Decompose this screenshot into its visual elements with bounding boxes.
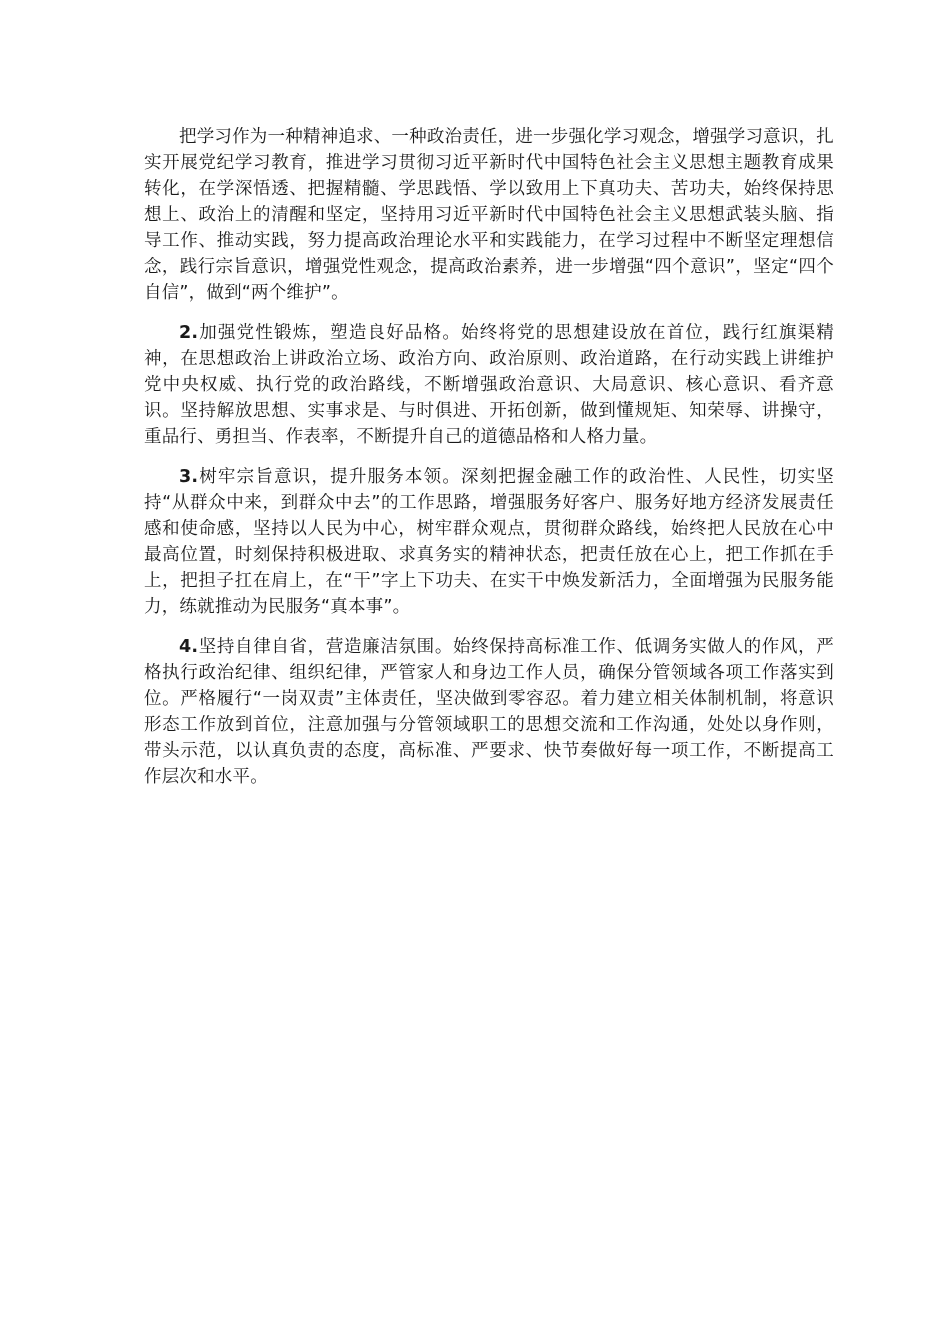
paragraph-3 [144,464,834,620]
paragraph-2 [144,320,834,450]
paragraph-number: 2. [179,323,199,343]
paragraph-number: 3. [179,467,199,487]
paragraph-text: 把学习作为一种精神追求、一种政治责任，进一步强化学习观念，增强学习意识，扎实开展党纪学习教育，推进学习贯彻习近平新时代中国特色社会主义思想主题教育成果转化，在学深悟透、把握精髓、学思践悟、学以致用上下真功夫、苦功夫，始终保持思想上、政治上的清醒和坚定，坚持用习近平新时代中国特色社会主义思想武装头脑、指导工作、推动实践，努力提高政治理论水平和实践能力，在学习过程中不断坚定理想信念，践行宗旨意识，增强党性观念，提高政治素养，进一步增强“四个意识”，坚定“四个自信”，做到“两个维护”。 [144,127,834,303]
paragraph-text: 树牢宗旨意识，提升服务本领。深刻把握金融工作的政治性、人民性，切实坚持“从群众中来，到群众中去”的工作思路，增强服务好客户、服务好地方经济发展责任感和使命感，坚持以人民为中心，树牢群众观点，贯彻群众路线，始终把人民放在心中最高位置，时刻保持积极进取、求真务实的精神状态，把责任放在心上，把工作抓在手上，把担子扛在肩上，在“干”字上下功夫、在实干中焕发新活力，全面增强为民服务能力，练就推动为民服务“真本事”。 [144,467,834,617]
paragraph-text: 坚持自律自省，营造廉洁氛围。始终保持高标准工作、低调务实做人的作风，严格执行政治纪律、组织纪律，严管家人和身边工作人员，确保分管领域各项工作落实到位。严格履行“一岗双责”主体责任，坚决做到零容忍。着力建立相关体制机制，将意识形态工作放到首位，注意加强与分管领域职工的思想交流和工作沟通，处处以身作则，带头示范，以认真负责的态度，高标准、严要求、快节奏做好每一项工作，不断提高工作层次和水平。 [144,637,834,787]
paragraph-4 [144,634,834,790]
paragraph-number: 4. [179,637,199,657]
document-body [144,124,834,804]
paragraph-1 [144,124,834,306]
paragraph-text: 加强党性锻炼，塑造良好品格。始终将党的思想建设放在首位，践行红旗渠精神，在思想政治上讲政治立场、政治方向、政治原则、政治道路，在行动实践上讲维护党中央权威、执行党的政治路线，不断增强政治意识、大局意识、核心意识、看齐意识。坚持解放思想、实事求是、与时俱进、开拓创新，做到懂规矩、知荣辱、讲操守，重品行、勇担当、作表率，不断提升自己的道德品格和人格力量。 [144,323,834,447]
